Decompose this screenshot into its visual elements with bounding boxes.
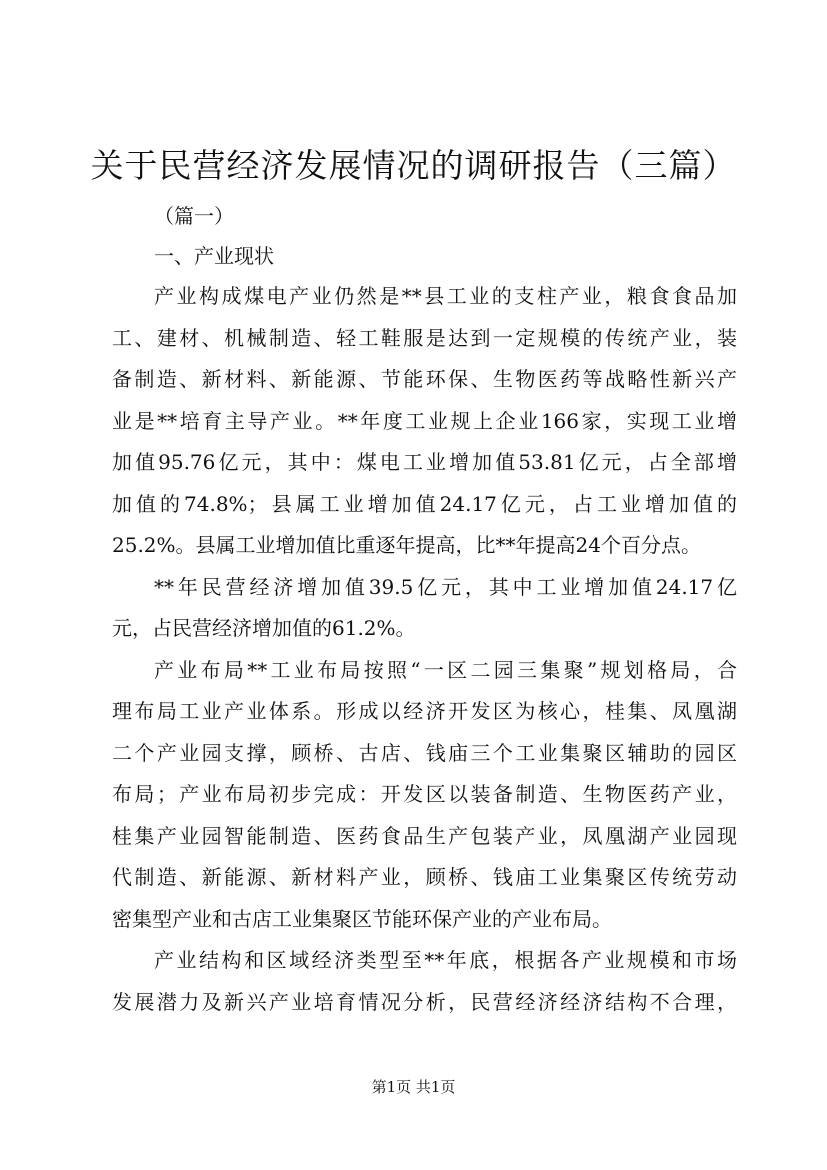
text-line: 产业构成煤电产业仍然是**县工业的支柱产业，粮食食品加	[154, 284, 737, 308]
document-body	[112, 196, 737, 1023]
paragraph	[112, 276, 737, 567]
text-line: 业是**培育主导产业。**年度工业规上企业166家，实现工业增	[112, 408, 737, 433]
text-line: 加值95.76亿元，其中：煤电工业增加值53.81亿元，占全部增	[112, 450, 737, 474]
paragraph	[112, 567, 737, 650]
text-line: 工、建材、机械制造、轻工鞋服是达到一定规模的传统产业，装	[112, 325, 737, 350]
section-heading: 一、产业现状	[154, 244, 274, 268]
page-footer: 第1页 共1页	[371, 1078, 456, 1096]
document-title: 关于民营经济发展情况的调研报告（三篇）	[90, 146, 737, 185]
text-line: 密集型产业和古店工业集聚区节能环保产业的产业布局。	[112, 906, 612, 931]
text-line: 备制造、新材料、新能源、节能环保、生物医药等战略性新兴产	[112, 367, 737, 391]
text-line: 发展潜力及新兴产业培育情况分析，民营经济经济结构不合理，	[112, 989, 737, 1014]
text-line: 代制造、新能源、新材料产业，顾桥、钱庙工业集聚区传统劳动	[112, 865, 737, 889]
text-line: 元，占民营经济增加值的61.2%。	[112, 616, 416, 640]
paragraph	[112, 940, 737, 1023]
text-line: 理布局工业产业体系。形成以经济开发区为核心，桂集、凤凰湖	[112, 699, 737, 723]
text-line: 产业结构和区域经济类型至**年底，根据各产业规模和市场	[154, 948, 737, 972]
text-line: 桂集产业园智能制造、医药食品生产包装产业，凤凰湖产业园现	[112, 823, 737, 848]
paragraph	[112, 650, 737, 941]
text-line: **年民营经济增加值39.5亿元，其中工业增加值24.17亿	[154, 574, 737, 599]
text-line: 加值的74.8%；县属工业增加值24.17亿元，占工业增加值的	[112, 491, 737, 516]
text-line: 产业布局**工业布局按照“一区二园三集聚”规划格局，合	[154, 657, 737, 682]
text-line: 布局；产业布局初步完成：开发区以装备制造、生物医药产业，	[112, 782, 737, 806]
text-line: 二个产业园支撑，顾桥、古店、钱庙三个工业集聚区辅助的园区	[112, 740, 737, 765]
part-label: （篇一）	[154, 204, 234, 228]
text-line: 25.2%。县属工业增加值比重逐年提高，比**年提高24个百分点。	[112, 533, 701, 557]
